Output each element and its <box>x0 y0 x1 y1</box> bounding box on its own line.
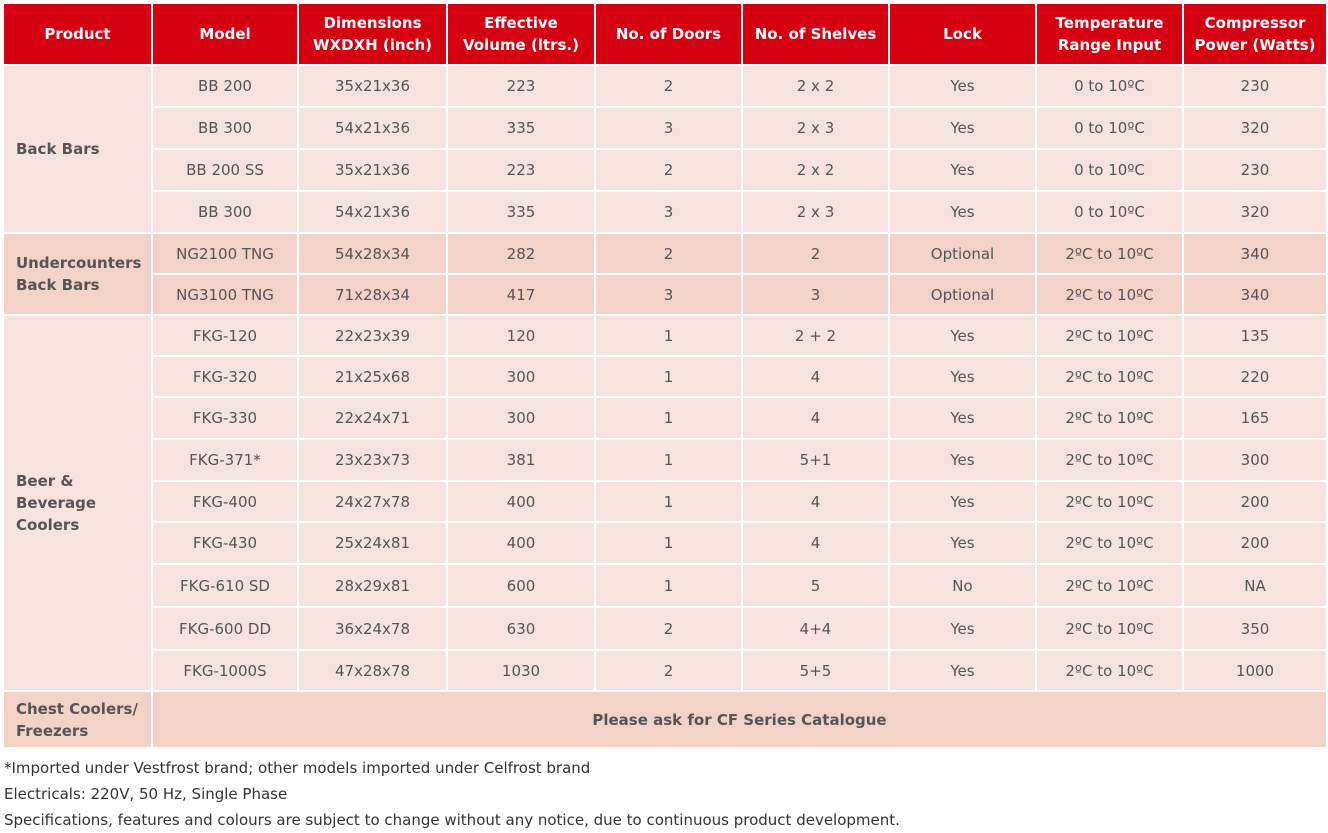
cell-lock: Optional <box>889 233 1036 274</box>
cell-model: NG2100 TNG <box>152 233 298 274</box>
column-header-compressor: Compressor Power (Watts) <box>1183 3 1327 65</box>
cell-dimensions: 54x21x36 <box>298 191 447 233</box>
cell-model: FKG-330 <box>152 397 298 439</box>
cell-shelves: 4 <box>742 481 889 522</box>
cell-dimensions: 22x24x71 <box>298 397 447 439</box>
cell-dimensions: 54x21x36 <box>298 107 447 149</box>
product-label-back-bars: Back Bars <box>3 65 152 233</box>
cell-temperature: 2ºC to 10ºC <box>1036 397 1183 439</box>
header-row <box>3 3 1327 65</box>
cell-shelves: 4 <box>742 522 889 564</box>
cell-shelves: 4 <box>742 397 889 439</box>
cell-model: FKG-430 <box>152 522 298 564</box>
cell-temperature: 2ºC to 10ºC <box>1036 274 1183 315</box>
cell-doors: 1 <box>595 397 742 439</box>
cell-compressor: 230 <box>1183 65 1327 107</box>
cell-doors: 2 <box>595 233 742 274</box>
cell-shelves: 4+4 <box>742 607 889 650</box>
cell-volume: 600 <box>447 564 595 607</box>
cell-shelves: 2 x 2 <box>742 65 889 107</box>
cell-volume: 223 <box>447 65 595 107</box>
cell-volume: 630 <box>447 607 595 650</box>
cell-shelves: 5 <box>742 564 889 607</box>
cell-volume: 400 <box>447 481 595 522</box>
cell-shelves: 2 x 3 <box>742 191 889 233</box>
cell-compressor: 200 <box>1183 481 1327 522</box>
cell-dimensions: 47x28x78 <box>298 650 447 691</box>
table-row <box>3 149 1327 191</box>
cell-model: FKG-610 SD <box>152 564 298 607</box>
table-row <box>3 691 1327 748</box>
cell-model: FKG-400 <box>152 481 298 522</box>
cell-temperature: 0 to 10ºC <box>1036 107 1183 149</box>
cell-volume: 400 <box>447 522 595 564</box>
table-row <box>3 107 1327 149</box>
cell-temperature: 0 to 10ºC <box>1036 65 1183 107</box>
cell-lock: No <box>889 564 1036 607</box>
cell-shelves: 2 + 2 <box>742 315 889 356</box>
column-header-lock: Lock <box>889 3 1036 65</box>
cell-volume: 381 <box>447 439 595 481</box>
cell-doors: 3 <box>595 107 742 149</box>
cell-doors: 1 <box>595 315 742 356</box>
cell-doors: 1 <box>595 522 742 564</box>
footnote-specifications: Specifications, features and colours are subject to change without any notice, due to continuous product development. <box>4 811 900 829</box>
cell-volume: 300 <box>447 356 595 397</box>
cell-doors: 2 <box>595 650 742 691</box>
spec-table <box>2 2 1328 749</box>
column-header-temperature: Temperature Range Input <box>1036 3 1183 65</box>
cell-temperature: 0 to 10ºC <box>1036 191 1183 233</box>
cell-volume: 335 <box>447 107 595 149</box>
cell-lock: Yes <box>889 439 1036 481</box>
cell-dimensions: 54x28x34 <box>298 233 447 274</box>
column-header-model: Model <box>152 3 298 65</box>
product-label-undercounters: Undercounters Back Bars <box>3 233 152 315</box>
cell-volume: 335 <box>447 191 595 233</box>
cell-dimensions: 35x21x36 <box>298 149 447 191</box>
cell-doors: 2 <box>595 607 742 650</box>
cell-compressor: NA <box>1183 564 1327 607</box>
chest-catalogue-note: Please ask for CF Series Catalogue <box>152 691 1327 748</box>
cell-compressor: 340 <box>1183 274 1327 315</box>
table-row <box>3 439 1327 481</box>
column-header-dimensions: Dimensions WXDXH (inch) <box>298 3 447 65</box>
cell-dimensions: 71x28x34 <box>298 274 447 315</box>
cell-lock: Yes <box>889 65 1036 107</box>
cell-lock: Yes <box>889 315 1036 356</box>
cell-doors: 2 <box>595 65 742 107</box>
cell-lock: Yes <box>889 107 1036 149</box>
column-header-shelves: No. of Shelves <box>742 3 889 65</box>
cell-model: FKG-320 <box>152 356 298 397</box>
cell-dimensions: 35x21x36 <box>298 65 447 107</box>
cell-shelves: 3 <box>742 274 889 315</box>
cell-dimensions: 28x29x81 <box>298 564 447 607</box>
cell-model: FKG-600 DD <box>152 607 298 650</box>
cell-temperature: 2ºC to 10ºC <box>1036 607 1183 650</box>
cell-compressor: 320 <box>1183 191 1327 233</box>
cell-model: BB 200 SS <box>152 149 298 191</box>
cell-compressor: 320 <box>1183 107 1327 149</box>
cell-compressor: 135 <box>1183 315 1327 356</box>
cell-shelves: 2 <box>742 233 889 274</box>
column-header-doors: No. of Doors <box>595 3 742 65</box>
cell-doors: 1 <box>595 564 742 607</box>
cell-dimensions: 36x24x78 <box>298 607 447 650</box>
product-label-beer-coolers: Beer & Beverage Coolers <box>3 315 152 691</box>
cell-temperature: 2ºC to 10ºC <box>1036 650 1183 691</box>
cell-lock: Yes <box>889 191 1036 233</box>
cell-lock: Yes <box>889 522 1036 564</box>
table-row <box>3 233 1327 274</box>
cell-lock: Yes <box>889 356 1036 397</box>
cell-model: BB 300 <box>152 107 298 149</box>
cell-temperature: 2ºC to 10ºC <box>1036 564 1183 607</box>
column-header-product: Product <box>3 3 152 65</box>
cell-model: BB 300 <box>152 191 298 233</box>
cell-lock: Optional <box>889 274 1036 315</box>
cell-compressor: 350 <box>1183 607 1327 650</box>
product-label-chest-coolers: Chest Coolers/ Freezers <box>3 691 152 748</box>
cell-compressor: 165 <box>1183 397 1327 439</box>
cell-compressor: 1000 <box>1183 650 1327 691</box>
cell-lock: Yes <box>889 481 1036 522</box>
cell-dimensions: 21x25x68 <box>298 356 447 397</box>
cell-dimensions: 25x24x81 <box>298 522 447 564</box>
cell-temperature: 2ºC to 10ºC <box>1036 522 1183 564</box>
cell-volume: 1030 <box>447 650 595 691</box>
cell-lock: Yes <box>889 650 1036 691</box>
cell-dimensions: 24x27x78 <box>298 481 447 522</box>
table-row <box>3 650 1327 691</box>
column-header-volume: Effective Volume (ltrs.) <box>447 3 595 65</box>
cell-compressor: 200 <box>1183 522 1327 564</box>
cell-shelves: 2 x 3 <box>742 107 889 149</box>
footnote-electricals: Electricals: 220V, 50 Hz, Single Phase <box>4 785 288 803</box>
cell-volume: 417 <box>447 274 595 315</box>
cell-model: FKG-120 <box>152 315 298 356</box>
cell-temperature: 2ºC to 10ºC <box>1036 439 1183 481</box>
table-row <box>3 274 1327 315</box>
cell-volume: 300 <box>447 397 595 439</box>
cell-temperature: 2ºC to 10ºC <box>1036 315 1183 356</box>
cell-lock: Yes <box>889 149 1036 191</box>
cell-model: NG3100 TNG <box>152 274 298 315</box>
cell-compressor: 300 <box>1183 439 1327 481</box>
cell-temperature: 2ºC to 10ºC <box>1036 233 1183 274</box>
cell-volume: 282 <box>447 233 595 274</box>
cell-compressor: 220 <box>1183 356 1327 397</box>
cell-volume: 223 <box>447 149 595 191</box>
cell-temperature: 0 to 10ºC <box>1036 149 1183 191</box>
cell-doors: 1 <box>595 356 742 397</box>
cell-compressor: 230 <box>1183 149 1327 191</box>
table-row <box>3 191 1327 233</box>
cell-doors: 3 <box>595 191 742 233</box>
table-row <box>3 315 1327 356</box>
table-row <box>3 522 1327 564</box>
cell-model: BB 200 <box>152 65 298 107</box>
cell-model: FKG-371* <box>152 439 298 481</box>
cell-shelves: 5+1 <box>742 439 889 481</box>
cell-volume: 120 <box>447 315 595 356</box>
cell-temperature: 2ºC to 10ºC <box>1036 481 1183 522</box>
cell-lock: Yes <box>889 397 1036 439</box>
cell-temperature: 2ºC to 10ºC <box>1036 356 1183 397</box>
table-row <box>3 564 1327 607</box>
cell-lock: Yes <box>889 607 1036 650</box>
cell-shelves: 4 <box>742 356 889 397</box>
cell-doors: 3 <box>595 274 742 315</box>
table-row <box>3 607 1327 650</box>
table-row <box>3 397 1327 439</box>
cell-shelves: 2 x 2 <box>742 149 889 191</box>
table-row <box>3 65 1327 107</box>
cell-dimensions: 23x23x73 <box>298 439 447 481</box>
cell-model: FKG-1000S <box>152 650 298 691</box>
cell-doors: 1 <box>595 481 742 522</box>
cell-dimensions: 22x23x39 <box>298 315 447 356</box>
cell-shelves: 5+5 <box>742 650 889 691</box>
footnote-import-brand: *Imported under Vestfrost brand; other models imported under Celfrost brand <box>4 759 591 777</box>
table-row <box>3 481 1327 522</box>
table-row <box>3 356 1327 397</box>
cell-compressor: 340 <box>1183 233 1327 274</box>
footnotes <box>4 755 900 833</box>
cell-doors: 2 <box>595 149 742 191</box>
cell-doors: 1 <box>595 439 742 481</box>
